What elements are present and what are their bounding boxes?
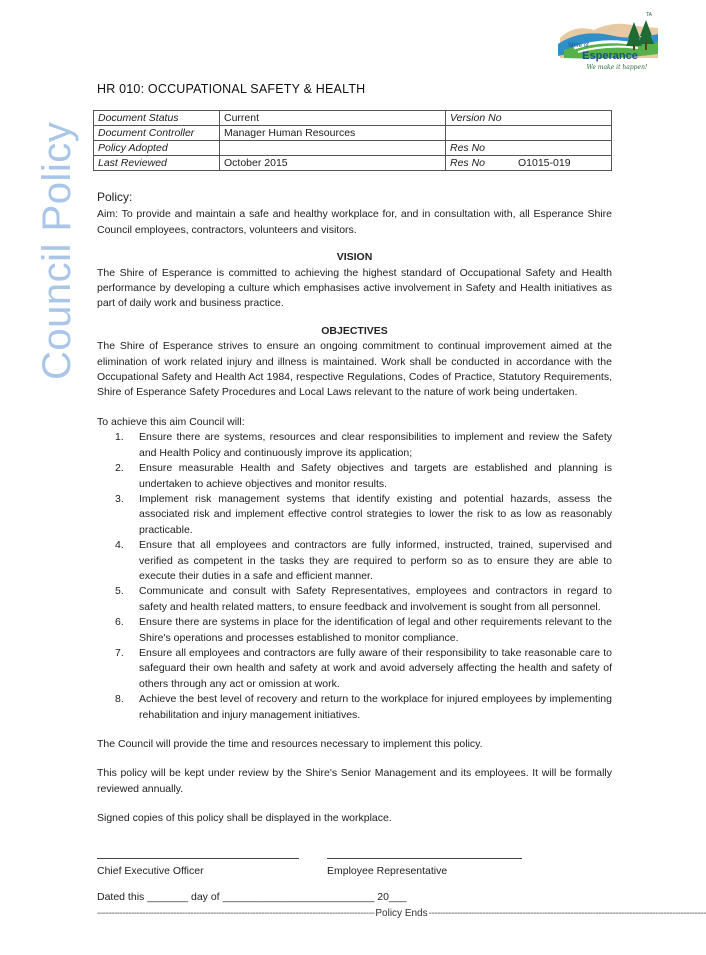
signature-line [327,858,522,859]
objectives-paragraph: The Shire of Esperance strives to ensure an ongoing commitment to continual improvement aimed at the elimination of work related injury and illness is maintained. Work shall be conducted in accordance with the Occupational Safety and Health Act 1984, respective Regulations, Codes of Practice, Statutory Requirements, Shire of Esperance Safety Procedures and Local Laws relevant to the nature of work being undertaken. [97,340,612,399]
objectives-heading: OBJECTIVES [321,324,388,337]
signature-ceo [97,858,299,877]
list-item [97,615,612,646]
list-item-text: Ensure there are systems in place for the identification of legal and other requirements relevant to the Shire's operations and processes established to monitor compliance. [139,616,612,644]
table-cell-label: Document Controller [94,126,220,141]
list-item [97,584,612,615]
signature-label: Chief Executive Officer [97,865,204,877]
logo-mark: TA [646,12,653,18]
table-row [94,111,612,126]
council-will-list [97,430,612,723]
list-number: 1. [115,431,124,444]
table-cell-value [514,141,612,156]
aim-paragraph: Aim: To provide and maintain a safe and healthy workplace for, and in consultation with, all Esperance Shire Council employees, contractors, volunteers and visitors. [97,208,612,236]
table-cell-value: Manager Human Resources [220,126,446,141]
list-item [97,646,612,692]
review-paragraph: This policy will be kept under review by the Shire's Senior Management and its employees. It will be formally reviewed annually. [97,767,612,795]
list-number: 5. [115,585,124,598]
page-title: HR 010: OCCUPATIONAL SAFETY & HEALTH [97,82,366,96]
list-number: 8. [115,693,124,706]
table-cell-value [220,141,446,156]
table-row [94,156,612,171]
list-item [97,692,612,723]
table-cell-value [514,126,612,141]
table-cell-label: Version No [446,111,515,126]
list-item-text: Achieve the best level of recovery and return to the workplace for injured employees by implementing rehabilitation and injury management initiatives. [139,693,612,721]
table-cell-label [446,126,515,141]
divider-left: -------------------------------------------------------------------------------------------------- [97,908,375,919]
list-item [97,492,612,538]
table-cell-label: Policy Adopted [94,141,220,156]
table-cell-label: Document Status [94,111,220,126]
list-item [97,430,612,461]
table-row [94,126,612,141]
list-number: 4. [115,539,124,552]
policy-body [97,190,612,827]
table-cell-label: Last Reviewed [94,156,220,171]
signature-employee-rep [327,858,522,877]
vision-paragraph: The Shire of Esperance is committed to achieving the highest standard of Occupational Safety and Health performance by developing a culture which emphasises active involvement in Safety and Health initiatives as part of daily work and business practice. [97,266,612,310]
list-number: 2. [115,462,124,475]
list-item-text: Implement risk management systems that identify existing and potential hazards, assess the associated risk and implement effective control strategies to lower the risk to as low as reasonably practicable. [139,492,612,536]
list-item-text: Ensure measurable Health and Safety objectives and targets are established and planning is undertaken to achieve objectives and monitor results. [139,462,612,490]
list-number: 3. [115,492,124,505]
list-number: 6. [115,616,124,629]
divider-right: -------------------------------------------------------------------------------------------------- [428,908,706,919]
signature-line [97,858,299,859]
table-cell-value: Current [220,111,446,126]
table-row [94,141,612,156]
logo-name: Esperance [582,50,638,62]
table-cell-label: Res No [446,156,515,171]
policy-heading: Policy: [97,190,133,204]
vision-heading: VISION [336,251,373,264]
table-cell-value: October 2015 [220,156,446,171]
display-paragraph: Signed copies of this policy shall be displayed in the workplace. [97,812,392,825]
list-item-text: Ensure all employees and contractors are fully aware of their responsibility to take reasonable care to safeguard their own health and safety at work and avoid adversely affecting the health and safety of others through any act or omission at work. [139,646,612,690]
dated-line: Dated this _______ day of __________________________ 20___ [97,891,407,903]
list-item-text: Communicate and consult with Safety Representatives, employees and contractors in regard to safety and health related matters, to ensure feedback and involvement is sought from all personnel. [139,585,612,613]
council-will-intro: To achieve this aim Council will: [97,415,245,428]
list-item-text: Ensure that all employees and contractors are fully informed, instructed, trained, supervised and verified as competent in the tasks they are required to perform so as to ensure they are able to execute their duties in a safe and efficient manner. [139,539,612,582]
signature-label: Employee Representative [327,865,448,877]
list-item [97,538,612,584]
table-cell-value [514,111,612,126]
policy-ends-divider [97,908,706,919]
list-item-text: Ensure there are systems, resources and clear responsibilities to implement and review the Safety and Health Policy and continuously improve its application; [139,431,612,459]
table-cell-label: Res No [446,141,515,156]
logo-tagline: We make it happen! [586,64,648,71]
list-item [97,461,612,492]
policy-ends-label: Policy Ends [375,908,428,919]
time-resources-paragraph: The Council will provide the time and resources necessary to implement this policy. [97,738,483,750]
list-number: 7. [115,646,124,659]
table-cell-value: O1015-019 [514,156,612,171]
side-title: Council Policy [35,121,79,380]
document-metadata-table [93,110,612,171]
logo-shire-of: Shire of [568,43,589,49]
